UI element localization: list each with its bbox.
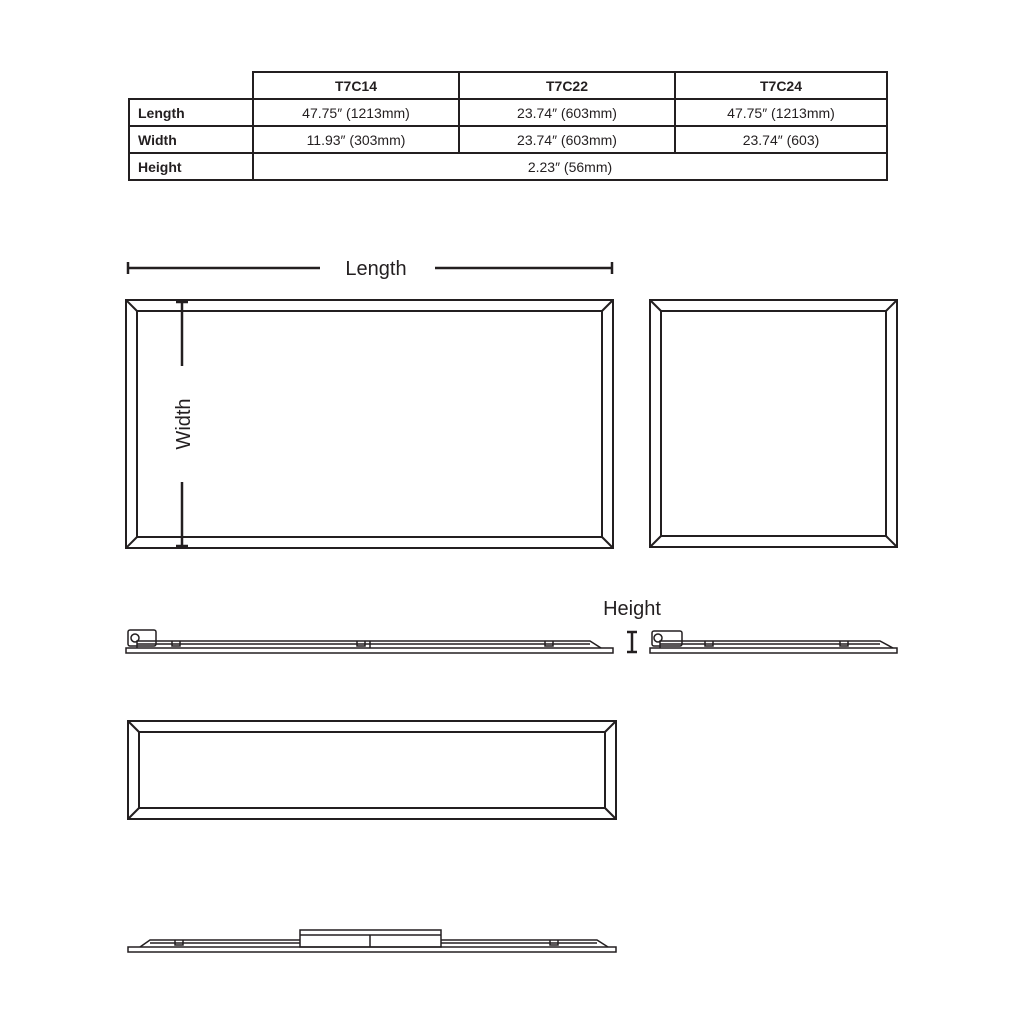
table-cell: 47.75″ (1213mm) <box>253 99 459 126</box>
panel-2x4-side-profile <box>126 630 613 653</box>
panel-1x4-side-profile <box>128 930 616 952</box>
length-label: Length <box>345 258 407 280</box>
panel-1x4-top-view <box>128 721 616 819</box>
height-label: Height <box>603 598 661 620</box>
table-cell: 23.74″ (603mm) <box>459 126 675 153</box>
table-cell: 11.93″ (303mm) <box>253 126 459 153</box>
panel-2x4-top-view <box>126 300 613 548</box>
row-label: Height <box>129 153 253 180</box>
column-header: T7C22 <box>459 72 675 99</box>
table-cell: 23.74″ (603mm) <box>459 99 675 126</box>
panel-2x2-top-view <box>650 300 897 547</box>
panel-2x2-side-profile <box>650 631 897 653</box>
table-cell: 47.75″ (1213mm) <box>675 99 887 126</box>
width-label: Width <box>173 398 195 450</box>
column-header: T7C24 <box>675 72 887 99</box>
table-cell: 23.74″ (603) <box>675 126 887 153</box>
height-dimension <box>627 632 637 652</box>
row-label: Length <box>129 99 253 126</box>
column-header: T7C14 <box>253 72 459 99</box>
row-label: Width <box>129 126 253 153</box>
table-cell: 2.23″ (56mm) <box>253 153 887 180</box>
